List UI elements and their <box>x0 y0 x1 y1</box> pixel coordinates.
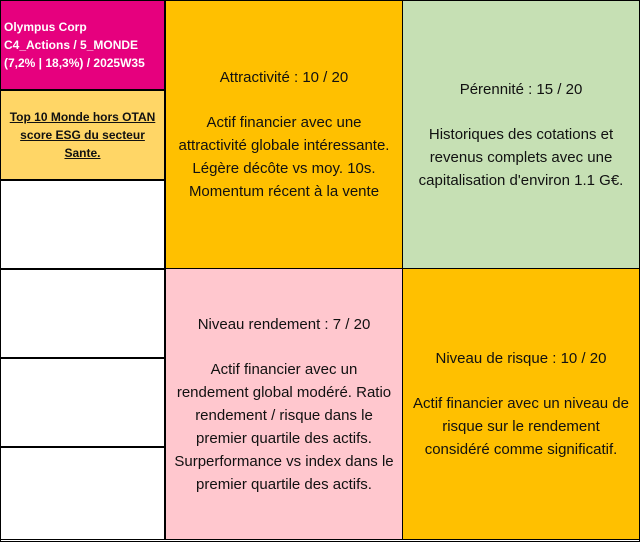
perennite-description: Historiques des cotations et revenus complets avec une capitalisation d'environ 1.1 G€. <box>418 125 624 189</box>
rendement-title: Niveau rendement : 7 / 20 <box>197 315 371 333</box>
attractivite-card <box>165 0 403 269</box>
portfolio-path: C4_Actions / 5_MONDE <box>4 38 139 52</box>
company-name: Olympus Corp <box>4 20 87 34</box>
risque-description: Actif financier avec un niveau de risque sur le rendement considéré comme significatif. <box>413 395 629 458</box>
empty-cell-3 <box>0 358 165 447</box>
performance-period: (7,2% | 18,3%) / 2025W35 <box>4 56 145 70</box>
rendement-description: Actif financier avec un rendement global modéré. Ratio rendement / risque dans le premier quartile des actifs. Surperformance vs index dans le premier quartile des actifs. <box>174 360 394 493</box>
attractivite-title: Attractivité : 10 / 20 <box>219 69 349 86</box>
empty-cell-1 <box>0 180 165 269</box>
perennite-title: Pérennité : 15 / 20 <box>459 80 583 98</box>
attractivite-description: Actif financier avec une attractivité globale intéressante. Légère décôte vs moy. 10s. Momentum récent à la vente <box>178 114 390 200</box>
subtitle-line-2: score ESG du secteur Sante. <box>20 128 145 160</box>
perennite-card <box>402 0 640 269</box>
ranking-subtitle <box>0 90 165 180</box>
empty-cell-4 <box>0 447 165 540</box>
risque-title: Niveau de risque : 10 / 20 <box>435 350 607 367</box>
risque-card <box>402 268 640 540</box>
empty-cell-2 <box>0 269 165 358</box>
subtitle-line-1: Top 10 Monde hors OTAN <box>9 110 156 124</box>
rendement-card <box>165 268 403 540</box>
company-header <box>0 0 165 90</box>
